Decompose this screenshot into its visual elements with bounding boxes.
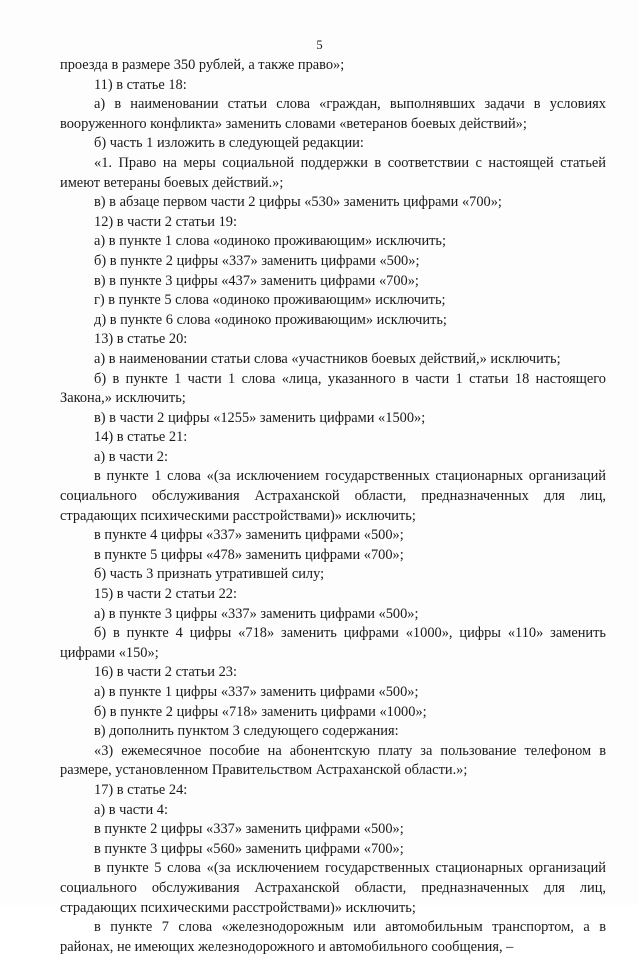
document-body xyxy=(60,56,606,957)
text-paragraph: в пункте 1 слова «(за исключением государственных стационарных организаций социального обслуживания Астраханской области, предназначенных для лиц, страдающих психическими расстройствами)» исключить; xyxy=(60,468,606,524)
text-paragraph: в пункте 4 цифры «337» заменить цифрами «500»; xyxy=(94,527,404,544)
text-paragraph: 16) в части 2 статьи 23: xyxy=(94,664,237,681)
text-paragraph: проезда в размере 350 рублей, а также право»; xyxy=(60,57,345,73)
text-paragraph: в) в части 2 цифры «1255» заменить цифрами «1500»; xyxy=(94,409,426,426)
text-paragraph: «3) ежемесячное пособие на абонентскую плату за пользование телефоном в размере, установленном Правительством Астраханской области.»; xyxy=(60,742,606,779)
text-paragraph: б) в пункте 1 части 1 слова «лица, указанного в части 1 статьи 18 настоящего Закона,» исключить; xyxy=(60,370,606,407)
text-paragraph: а) в пункте 1 цифры «337» заменить цифрами «500»; xyxy=(94,684,419,700)
text-paragraph: 13) в статье 20: xyxy=(94,331,188,348)
text-paragraph: в) дополнить пунктом 3 следующего содержания: xyxy=(94,723,399,740)
text-paragraph: д) в пункте 6 слова «одиноко проживающим» исключить; xyxy=(94,311,447,328)
text-paragraph: в пункте 2 цифры «337» заменить цифрами «500»; xyxy=(94,821,404,838)
text-paragraph: б) в пункте 4 цифры «718» заменить цифрами «1000», цифры «110» заменить цифрами «150»; xyxy=(60,625,606,661)
text-paragraph: а) в наименовании статьи слова «участников боевых действий,» исключить; xyxy=(94,350,561,367)
text-paragraph: б) часть 3 признать утратившей силу; xyxy=(94,566,325,583)
text-paragraph: в пункте 3 цифры «560» заменить цифрами «700»; xyxy=(94,840,404,857)
text-paragraph: г) в пункте 5 слова «одиноко проживающим» исключить; xyxy=(94,292,446,309)
text-paragraph: 12) в части 2 статьи 19: xyxy=(94,213,237,230)
text-paragraph: 15) в части 2 статьи 22: xyxy=(94,586,237,603)
text-paragraph: 11) в статье 18: xyxy=(94,76,187,93)
text-paragraph: 14) в статье 21: xyxy=(94,429,188,446)
text-paragraph: б) в пункте 2 цифры «718» заменить цифрами «1000»; xyxy=(94,703,427,720)
text-paragraph: а) в части 4: xyxy=(94,801,168,818)
text-paragraph: а) в наименовании статьи слова «граждан, выполнявших задачи в условиях вооруженного конфликта» заменить словами «ветеранов боевых действий»; xyxy=(60,96,606,132)
page-number: 5 xyxy=(316,38,323,52)
text-paragraph: в) в пункте 3 цифры «437» заменить цифрами «700»; xyxy=(94,272,419,289)
text-paragraph: а) в части 2: xyxy=(94,448,168,465)
text-paragraph: в пункте 5 слова «(за исключением государственных стационарных организаций социального обслуживания Астраханской области, предназначенных для лиц, страдающих психическими расстройствами)» исключить; xyxy=(60,860,606,916)
text-paragraph: «1. Право на меры социальной поддержки в соответствии с настоящей статьей имеют ветераны боевых действий.»; xyxy=(60,154,606,191)
text-paragraph: в пункте 5 цифры «478» заменить цифрами «700»; xyxy=(94,546,404,563)
text-paragraph: б) в пункте 2 цифры «337» заменить цифрами «500»; xyxy=(94,252,420,269)
text-paragraph: б) часть 1 изложить в следующей редакции: xyxy=(94,135,364,152)
text-paragraph: в пункте 7 слова «железнодорожным или автомобильным транспортом, а в районах, не имеющих железнодорожного и автомобильного сообщения, – xyxy=(60,919,606,955)
text-paragraph: в) в абзаце первом части 2 цифры «530» заменить цифрами «700»; xyxy=(94,194,502,211)
text-paragraph: а) в пункте 3 цифры «337» заменить цифрами «500»; xyxy=(94,605,419,622)
text-paragraph: 17) в статье 24: xyxy=(94,781,188,798)
text-paragraph: а) в пункте 1 слова «одиноко проживающим» исключить; xyxy=(94,233,446,250)
